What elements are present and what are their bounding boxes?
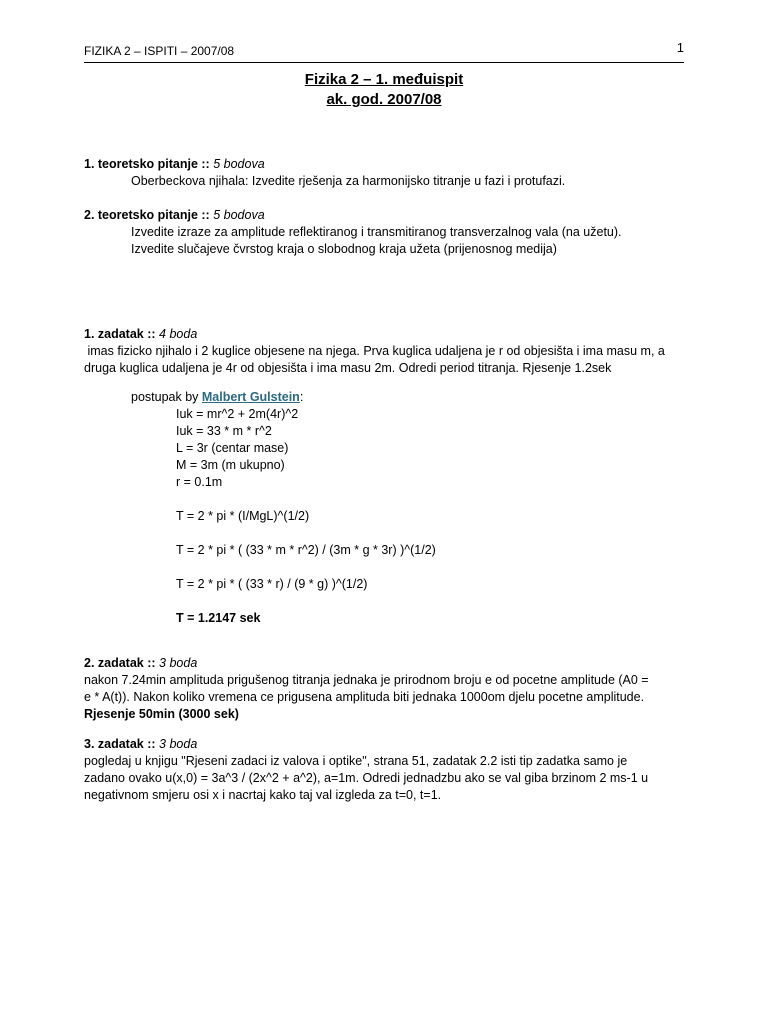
task-3-text-3: negativnom smjeru osi x i nacrtaj kako taj val izgleda za t=0, t=1.: [84, 788, 442, 802]
task-3: [84, 736, 684, 804]
theory-question-1-label: 1. teoretsko pitanje ::: [84, 157, 210, 171]
page-number: 1: [676, 40, 684, 55]
formula-d: T = 2 * pi * ( (33 * r) / (9 * g) )^(1/2): [176, 577, 368, 591]
theory-question-2-text-1: Izvedite izraze za amplitude reflektiranog i transmitiranog transverzalnog vala (na užetu).: [131, 225, 622, 239]
theory-question-2: [84, 207, 684, 258]
task-2-text-1: nakon 7.24min amplituda prigušenog titranja jednaka je prirodnom broju e od pocetne amplitude (A0 =: [84, 673, 649, 687]
task-1-heading: [84, 326, 684, 343]
task-3-text-2: zadano ovako u(x,0) = 3a^3 / (2x^2 + a^2), a=1m. Odredi jednadzbu ako se val giba brzinom 2 ms-1 u: [84, 771, 649, 785]
task-2-label: 2. zadatak ::: [84, 656, 156, 670]
header-title: FIZIKA 2 – ISPITI – 2007/08: [84, 44, 235, 58]
theory-question-1: [84, 156, 684, 190]
task-2-text-2: e * A(t)). Nakon koliko vremena ce prigusena amplituda biti jednaka 1000om djelu pocetne amplitude.: [84, 690, 645, 704]
task-1-label: 1. zadatak ::: [84, 327, 156, 341]
theory-question-2-label: 2. teoretsko pitanje ::: [84, 208, 210, 222]
task-3-text-1: pogledaj u knjigu "Rjeseni zadaci iz valova i optike", strana 51, zadatak 2.2 isti tip zadatka samo je: [84, 754, 628, 768]
task-3-label: 3. zadatak ::: [84, 737, 156, 751]
formula-a-3: L = 3r (centar mase): [176, 441, 289, 455]
formula-a-5: r = 0.1m: [176, 475, 223, 489]
formula-a-4: M = 3m (m ukupno): [176, 458, 285, 472]
postupak-prefix: postupak by: [131, 390, 202, 404]
page-header: [84, 42, 684, 63]
theory-question-2-text-2: Izvedite slučajeve čvrstog kraja o slobodnog kraja užeta (prijenosnog medija): [131, 242, 557, 256]
formula-b: T = 2 * pi * (I/MgL)^(1/2): [176, 509, 310, 523]
theory-question-1-heading: [84, 156, 684, 173]
theory-question-1-points: 5 bodova: [213, 157, 265, 171]
postupak-suffix: :: [299, 390, 304, 404]
task-1-text-2: druga kuglica udaljena je 4r od objesišta i ima masu 2m. Odredi period titranja. Rjesenje 1.2sek: [84, 361, 612, 375]
task-3-heading: [84, 736, 684, 753]
formula-c: T = 2 * pi * ( (33 * m * r^2) / (3m * g * 3r) )^(1/2): [176, 543, 436, 557]
task-1-text-1: imas fizicko njihalo i 2 kuglice objesene na njega. Prva kuglica udaljena je r od objesišta i ima masu m, a: [84, 344, 665, 358]
formula-result: T = 1.2147 sek: [176, 611, 261, 625]
document-title: [84, 70, 684, 110]
task-2-heading: [84, 655, 684, 672]
theory-question-2-points: 5 bodova: [213, 208, 265, 222]
task-2-answer: Rjesenje 50min (3000 sek): [84, 707, 239, 721]
title-line-2: ak. god. 2007/08: [326, 91, 442, 108]
task-2-points: 3 boda: [159, 656, 198, 670]
task-1: [84, 326, 684, 627]
author-link[interactable]: Malbert Gulstein: [201, 390, 300, 404]
task-1-postupak: [84, 389, 684, 406]
task-1-points: 4 boda: [159, 327, 198, 341]
theory-question-1-text: Oberbeckova njihala: Izvedite rješenja za harmonijsko titranje u fazi i protufazi.: [131, 174, 566, 188]
task-3-points: 3 boda: [159, 737, 198, 751]
formula-a-2: Iuk = 33 * m * r^2: [176, 424, 272, 438]
formula-a-1: Iuk = mr^2 + 2m(4r)^2: [176, 407, 299, 421]
task-2: [84, 655, 684, 723]
document-body: [84, 156, 684, 804]
theory-question-2-heading: [84, 207, 684, 224]
title-line-1: Fizika 2 – 1. međuispit: [304, 71, 464, 88]
